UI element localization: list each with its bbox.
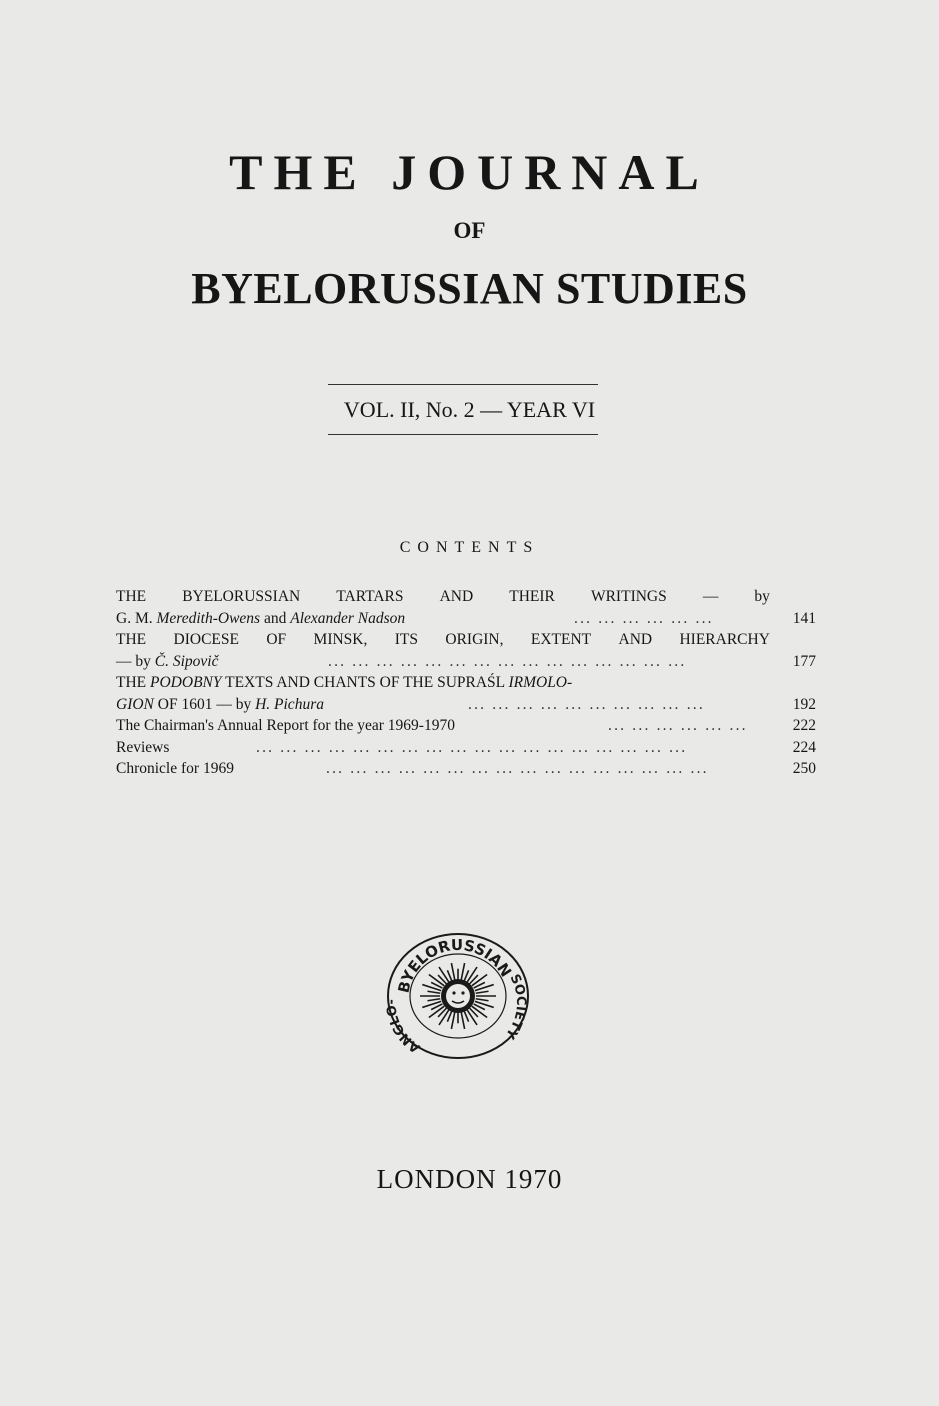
toc-entry-2-line-2: — by Č. Sipovič ... ... ... ... ... ... ... ... ... ... ... ... ... ... ... 177 (116, 651, 816, 673)
toc-page-number: 222 (792, 717, 816, 734)
bottom-rule (328, 434, 598, 435)
sun-ray (467, 967, 477, 982)
volume-line: VOL. II, No. 2 — YEAR VI (343, 397, 596, 422)
sun-ray (476, 999, 489, 1001)
title-line-3: BYELORUSSIAN STUDIES (191, 264, 748, 313)
toc-word: — (702, 588, 719, 605)
sun-ray (461, 1012, 464, 1029)
toc-word: HIERARCHY (679, 631, 770, 648)
toc-word: BYELORUSSIAN (182, 588, 301, 605)
toc-word: TARTARS (336, 588, 404, 605)
toc-word: by (754, 588, 770, 605)
toc-entry-1-line-1 (116, 586, 816, 608)
toc-word: WRITINGS (590, 588, 667, 605)
toc-entry-2-heading (116, 629, 770, 651)
toc-word: AND (618, 631, 653, 648)
toc-page-number: 250 (792, 760, 816, 777)
toc-entry-1-line-2: G. M. Meredith-Owens and Alexander Nadson ... ... ... ... ... ... 141 (116, 608, 816, 630)
toc-page-number: 192 (792, 695, 816, 713)
table-of-contents (116, 586, 816, 780)
toc-word: OF (266, 631, 287, 648)
toc-word: MINSK, (313, 631, 368, 648)
toc-word: EXTENT (530, 631, 592, 648)
toc-entry-4: The Chairman's Annual Report for the year 1969-1970 ... ... ... ... ... ... 222 (116, 715, 816, 737)
toc-entry-5: Reviews ... ... ... ... ... ... ... ... ... ... ... ... ... ... ... ... ... ... 224 (116, 737, 816, 759)
toc-page-number: 177 (792, 652, 816, 670)
toc-entry-1-heading (116, 586, 770, 608)
svg-text:ANGLO-: ANGLO- (384, 999, 424, 1056)
imprint: LONDON 1970 (376, 1164, 563, 1194)
title-line-2: OF (453, 218, 486, 243)
toc-word: AND (439, 588, 474, 605)
toc-word: DIOCESE (173, 631, 239, 648)
sun-ray (451, 1012, 454, 1029)
sun-ray (439, 967, 449, 982)
sun-ray (476, 991, 489, 993)
sun-ray (427, 991, 440, 993)
toc-word: THE (116, 588, 147, 605)
toc-entry-3-line-1: THE PODOBNY TEXTS AND CHANTS OF THE SUPRAŚL IRMOLO- (116, 674, 573, 691)
title-line-1: THE JOURNAL (229, 144, 710, 200)
svg-text:BYELORUSSIAN: BYELORUSSIAN (394, 935, 516, 995)
sun-ray (461, 963, 464, 980)
sun-ray (467, 1010, 477, 1025)
top-rule (328, 384, 598, 385)
toc-entry-2-line-1 (116, 629, 816, 651)
contents-heading: CONTENTS (399, 539, 540, 556)
svg-text:SOCIETY: SOCIETY (502, 972, 529, 1042)
toc-word: THEIR (509, 588, 555, 605)
sun-ray (451, 963, 454, 980)
sun-ray (427, 999, 440, 1001)
toc-page-number: 224 (792, 738, 816, 756)
toc-word: ITS (394, 631, 418, 648)
toc-entry-6: Chronicle for 1969 ... ... ... ... ... ... ... ... ... ... ... ... ... ... ... ... 250 (116, 758, 816, 780)
toc-entry-3-line-2: GION OF 1601 — by H. Pichura ... ... ... ... ... ... ... ... ... ... 192 (116, 694, 816, 716)
toc-word: THE (116, 631, 147, 648)
toc-word: ORIGIN, (445, 631, 504, 648)
sun-ray (439, 1010, 449, 1025)
toc-page-number: 141 (792, 609, 816, 627)
sun-face-seal-icon (384, 930, 532, 1062)
